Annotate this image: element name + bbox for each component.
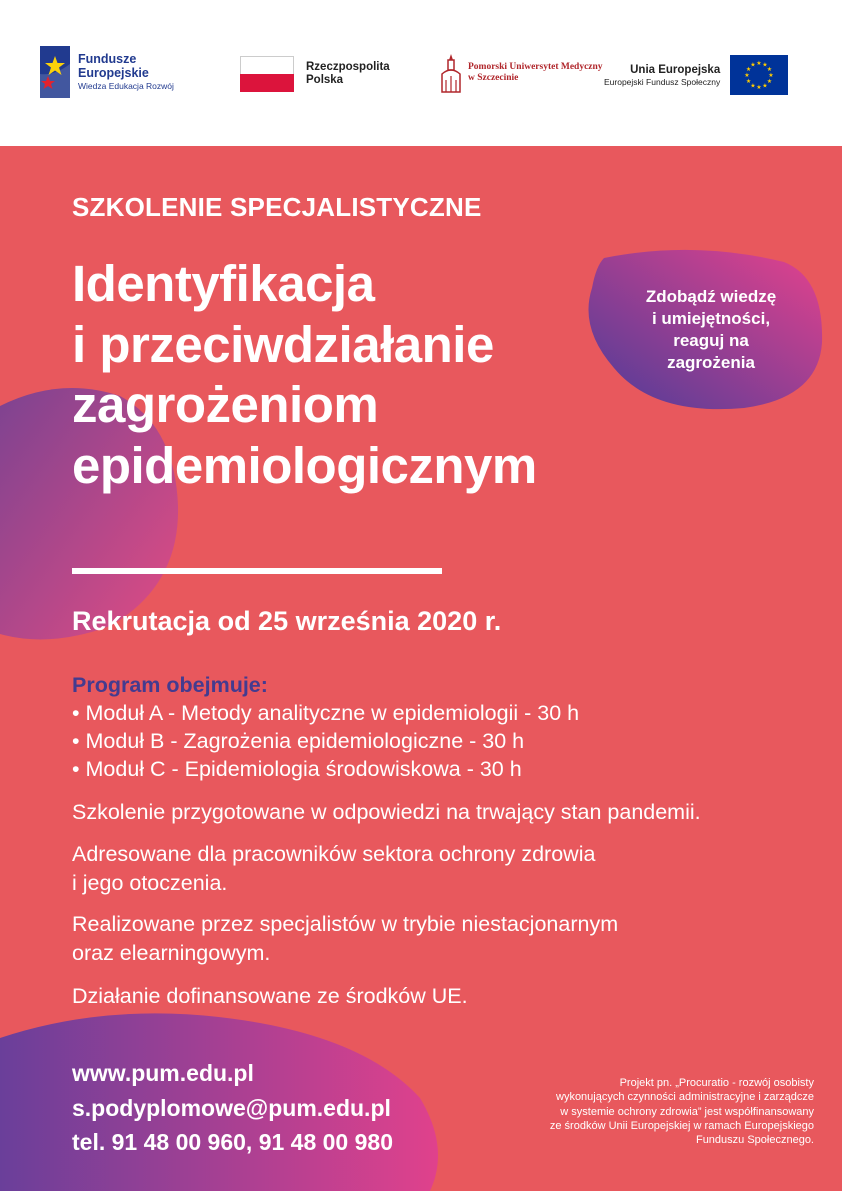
audience-line: Adresowane dla pracowników sektora ochrony zdrowia	[72, 842, 596, 866]
svg-text:★: ★	[750, 82, 756, 90]
module-list	[72, 700, 579, 784]
poster-title	[72, 254, 537, 497]
polish-flag-icon	[240, 56, 294, 92]
footnote-line: w systemie ochrony zdrowia” jest współfinansowany	[560, 1105, 814, 1118]
phone-numbers: tel. 91 48 00 960, 91 48 00 980	[72, 1129, 393, 1155]
fe-logo-line3: Wiedza Edukacja Rozwój	[78, 80, 174, 91]
title-line: Identyfikacja	[72, 255, 375, 312]
funding-paragraph: Działanie dofinansowane ze środków UE.	[72, 984, 468, 1008]
svg-text:★: ★	[768, 72, 774, 79]
svg-text:★: ★	[746, 78, 752, 85]
mode-line: oraz elearningowym.	[72, 941, 271, 966]
pum-logo	[438, 52, 603, 94]
pandemic-paragraph: Szkolenie przygotowane w odpowiedzi na trwający stan pandemii.	[72, 800, 701, 824]
svg-text:★: ★	[766, 66, 773, 73]
fe-flag-icon	[40, 46, 70, 98]
badge-line: reaguj na	[673, 331, 749, 351]
svg-text:★: ★	[744, 72, 750, 79]
svg-text:★: ★	[756, 84, 762, 91]
title-line: zagrożeniom	[72, 376, 379, 434]
poster-body	[0, 146, 842, 1191]
pum-logo-line1: Pomorski Uniwersytet Medyczny	[468, 61, 603, 72]
mode-line: Realizowane przez specjalistów w trybie niestacjonarnym	[72, 912, 619, 936]
website-link[interactable]: www.pum.edu.pl	[72, 1060, 254, 1086]
badge-slogan	[598, 286, 824, 374]
title-line: epidemiologicznym	[72, 437, 537, 495]
audience-paragraph	[72, 840, 595, 898]
title-line: i przeciwdziałanie	[72, 315, 494, 373]
eu-flag-icon	[730, 55, 788, 95]
footnote-line: ze środków Unii Europejskiej w ramach Europejskiego	[549, 1119, 814, 1132]
mode-paragraph	[72, 910, 618, 968]
module-item: • Moduł B - Zagrożenia epidemiologiczne - 30 h	[72, 728, 579, 756]
fe-logo-line1: Fundusze	[78, 52, 137, 67]
fe-logo-line2: Europejskie	[78, 65, 149, 80]
rp-logo-line1: Rzeczpospolita	[306, 61, 390, 74]
svg-text:★: ★	[756, 60, 762, 67]
footnote-line: Projekt pn. „Procuratio - rozwój osobisty	[619, 1077, 814, 1089]
recruitment-date: Rekrutacja od 25 września 2020 r.	[72, 606, 502, 636]
svg-text:★: ★	[762, 82, 768, 90]
svg-text:★: ★	[746, 66, 752, 73]
project-footnote	[488, 1076, 814, 1147]
title-divider	[72, 568, 442, 574]
ue-logo-line1: Unia Europejska	[630, 63, 721, 76]
ue-logo-line2: Europejski Fundusz Społeczny	[604, 76, 721, 87]
module-item: • Moduł C - Epidemiologia środowiskowa - 30 h	[72, 756, 579, 784]
svg-text:★: ★	[762, 61, 768, 69]
badge-line: Zdobądź wiedzę	[645, 287, 777, 306]
program-section	[72, 672, 579, 784]
unia-europejska-logo	[604, 55, 788, 95]
svg-text:★: ★	[766, 78, 773, 85]
email-link[interactable]: s.podyplomowe@pum.edu.pl	[72, 1094, 391, 1121]
rp-logo-line2: Polska	[306, 74, 344, 86]
pum-emblem-icon	[438, 52, 464, 94]
svg-text:★: ★	[750, 61, 756, 69]
footnote-line: wykonujących czynności administracyjne i zarządcze	[556, 1091, 814, 1104]
module-item: • Moduł A - Metody analityczne w epidemiologii - 30 h	[72, 700, 579, 728]
badge-line: zagrożenia	[667, 353, 755, 373]
program-heading: Program obejmuje:	[72, 673, 268, 697]
audience-line: i jego otoczenia.	[72, 871, 228, 896]
rzeczpospolita-polska-logo	[240, 56, 390, 92]
contact-block	[72, 1056, 393, 1160]
footnote-line: Funduszu Społecznego.	[695, 1134, 814, 1147]
pum-logo-line2: w Szczecinie	[468, 73, 519, 83]
training-type-subtitle: SZKOLENIE SPECJALISTYCZNE	[72, 192, 482, 222]
badge-line: i umiejętności,	[651, 309, 771, 329]
logo-bar	[0, 0, 842, 146]
fundusze-europejskie-logo	[40, 46, 174, 98]
